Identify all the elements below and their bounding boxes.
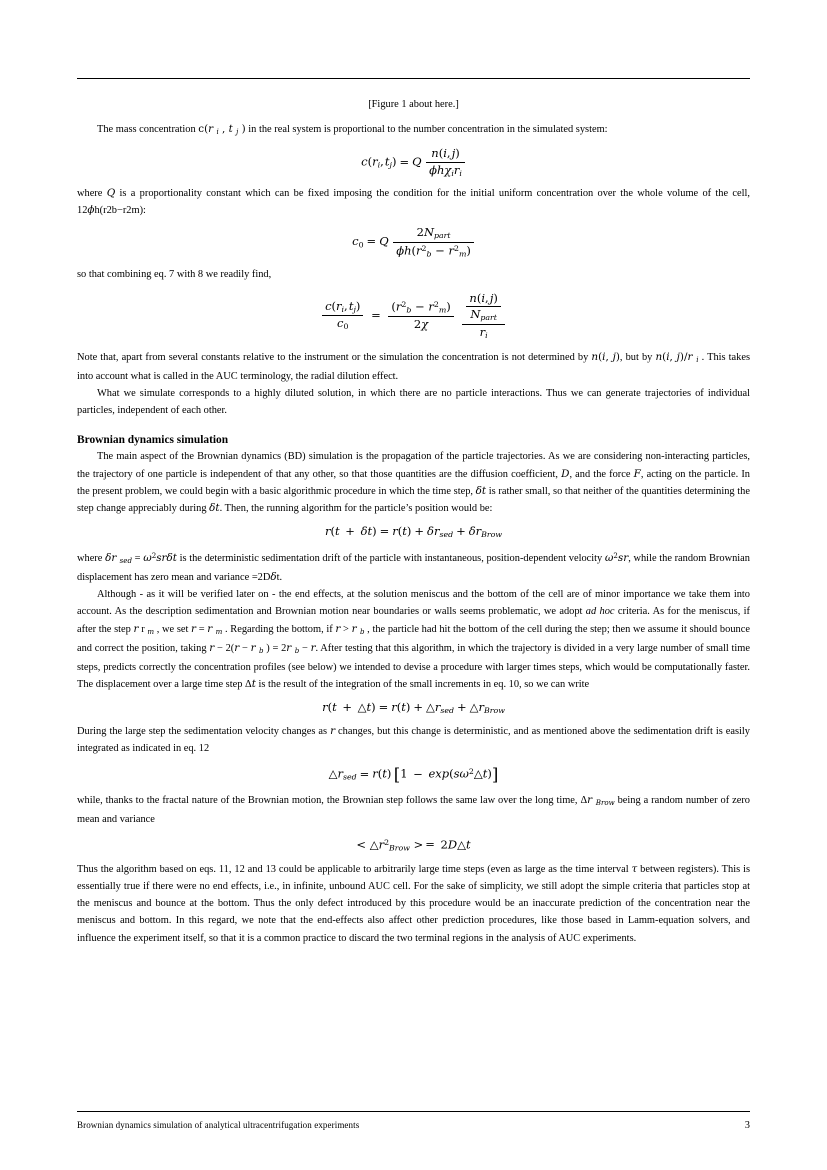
equation-13: < $\triangle r^2_{Brow}$ > = 2D△t xyxy=(356,837,471,853)
page-footer xyxy=(77,1118,750,1133)
paragraph-combining-eq: so that combining eq. 7 with 8 we readily find, xyxy=(77,268,272,280)
equation-11: r(t + △t) = $r(t) + \triangle r_{sed}$ + $\triangle r_{Brow}$ xyxy=(322,699,505,716)
equation-12: $\triangle r_{sed} = r(t) [1$ − $\exp(s\omega^2\triangle t)$] xyxy=(328,765,499,785)
figure-placement-note: [Figure 1 about here.] xyxy=(368,99,459,110)
paragraph-diluted-solution: What we simulate corresponds to a highly diluted solution, in which there are no particle interactions. Thus we can generate trajectories of individual particles, independent of each other. xyxy=(77,388,750,417)
footer-running-title: Brownian dynamics simulation of analytical ultracentrifugation experiments xyxy=(77,1120,360,1130)
footer-page-number: 3 xyxy=(744,1120,750,1131)
equation-8: $c_0 = Q$ $\frac{2N_{part}}{\phi h(r^2_b - r^2_m)}$ xyxy=(77,226,750,258)
paragraph-mass-concentration: The mass concentration c(r $_i$ , t $_j$ ) in the real system is proportional to the number concentration in the simulated system: xyxy=(97,123,608,137)
paragraph-sedimentation-drift: where δr $_{sed} = \omega^2sr\delta t$ is the deterministic sedimentation drift of the particle with instantaneous, position-dependent velocity $\omega^2sr$, while the random Brownian displacement has zero mean and variance =2Dδt. xyxy=(77,551,750,584)
section-heading-brownian-dynamics: Brownian dynamics simulation xyxy=(77,434,229,447)
paragraph-fractal-brownian: while, thanks to the fractal nature of the Brownian motion, the Brownian step follows the same law over the long time, Δr $_{Brow}$ being a random number of zero mean and variance xyxy=(77,794,750,826)
equation-7: $c(r_i$, $t_j) = Q$ $\frac{n(i, j)}{\phi h\chi_ir_i}$ xyxy=(77,147,750,178)
paragraph-large-step-velocity: During the large step the sedimentation velocity changes as r changes, but this change is deterministic, and as mentioned above the sedimentation drift is easily integrated as indicated in eq. 12 xyxy=(77,725,750,755)
footer-rule xyxy=(77,1111,750,1112)
paragraph-algorithm-applicability: Thus the algorithm based on eqs. 11, 12 and 13 could be applicable to arbitrarily large time steps (even as large as the time interval τ between registers). This is essentially true if there were no end effects, i.e., in infinite, unbound AUC cell. For the sake of simplicity, we still adopt the simple criteria that particles stop at the meniscus and bounce at the bottom. Thus the only defect introduced by this procedure would be an inaccurate prediction of the concentration near the meniscus and bottom. In this regard, we note that the end-effects also affect other prediction procedures, like those based in Lamm-equation solvers, and influence the experiment itself, so that it is a common practice to discard the two terminal regions in the analysis of AUC experiments. xyxy=(77,863,750,944)
equation-9: $\frac{c(r_i, t_j)}{c_0}$ = $\frac{(r^2_b - r^2_m)}{2\chi}$ $\frac{\frac{n(i, j)}{N_{part}}}{r_i}$ xyxy=(77,292,750,340)
paragraph-end-effects: Although - as it will be verified later on - the end effects, at the solution meniscus and the bottom of the cell are of minor importance we take them into account. As the description sedimentation and Brownian motion near boundaries or walls seems problematic, we adopt ad hoc criteria. As for the meniscus, if after the step r r $_m$ , we set r = r $_m$ . Regarding the bottom, if r > r $_b$ , the particle had hit the bottom of the cell during the step; then we assume it should bounce and correct the position, taking r − 2(r − r $_b$ ) = 2r $_b$ − r. After testing that this algorithm, in which the trajectory is divided in a very large number of small time steps, predicts correctly the concentration profiles (see below) we intended to devise a procedure with larger times steps, which would be computationally faster. The displacement over a large time step Δt is the result of the integration of the small increments in eq. 10, so we can write xyxy=(77,589,750,690)
equation-10: $r(t + \delta t) = r(t) + \delta r_{sed} + \delta r_{Brow}$ xyxy=(324,523,503,540)
paragraph-radial-dilution: Note that, apart from several constants relative to the instrument or the simulation the concentration is not determined by n(i, j), but by n(i, j)/r $_i$ . This takes into account what is called in the AUC terminology, the radial dilution effect. xyxy=(77,351,751,383)
paragraph-bd-main-aspect: The main aspect of the Brownian dynamics (BD) simulation is the propagation of the particle trajectories. As we are considering non-interacting particles, the trajectory of one particle is independent of that any other, so that those quantities are the diffusion coefficient, D, and the force F, acting on the particle. In the present problem, we could begin with a basic algorithmic procedure in which the time step, δt is rather small, so that neither of the quantities determining the step change appreciably during δt. Then, the running algorithm for the particle’s position would be: xyxy=(77,451,751,514)
page-body xyxy=(77,96,750,947)
header-rule xyxy=(77,78,750,79)
paragraph-proportionality-constant: where Q is a proportionality constant which can be fixed imposing the condition for the initial uniform concentration over the whole volume of the cell, 12ϕh(r2b−r2m): xyxy=(77,187,750,217)
